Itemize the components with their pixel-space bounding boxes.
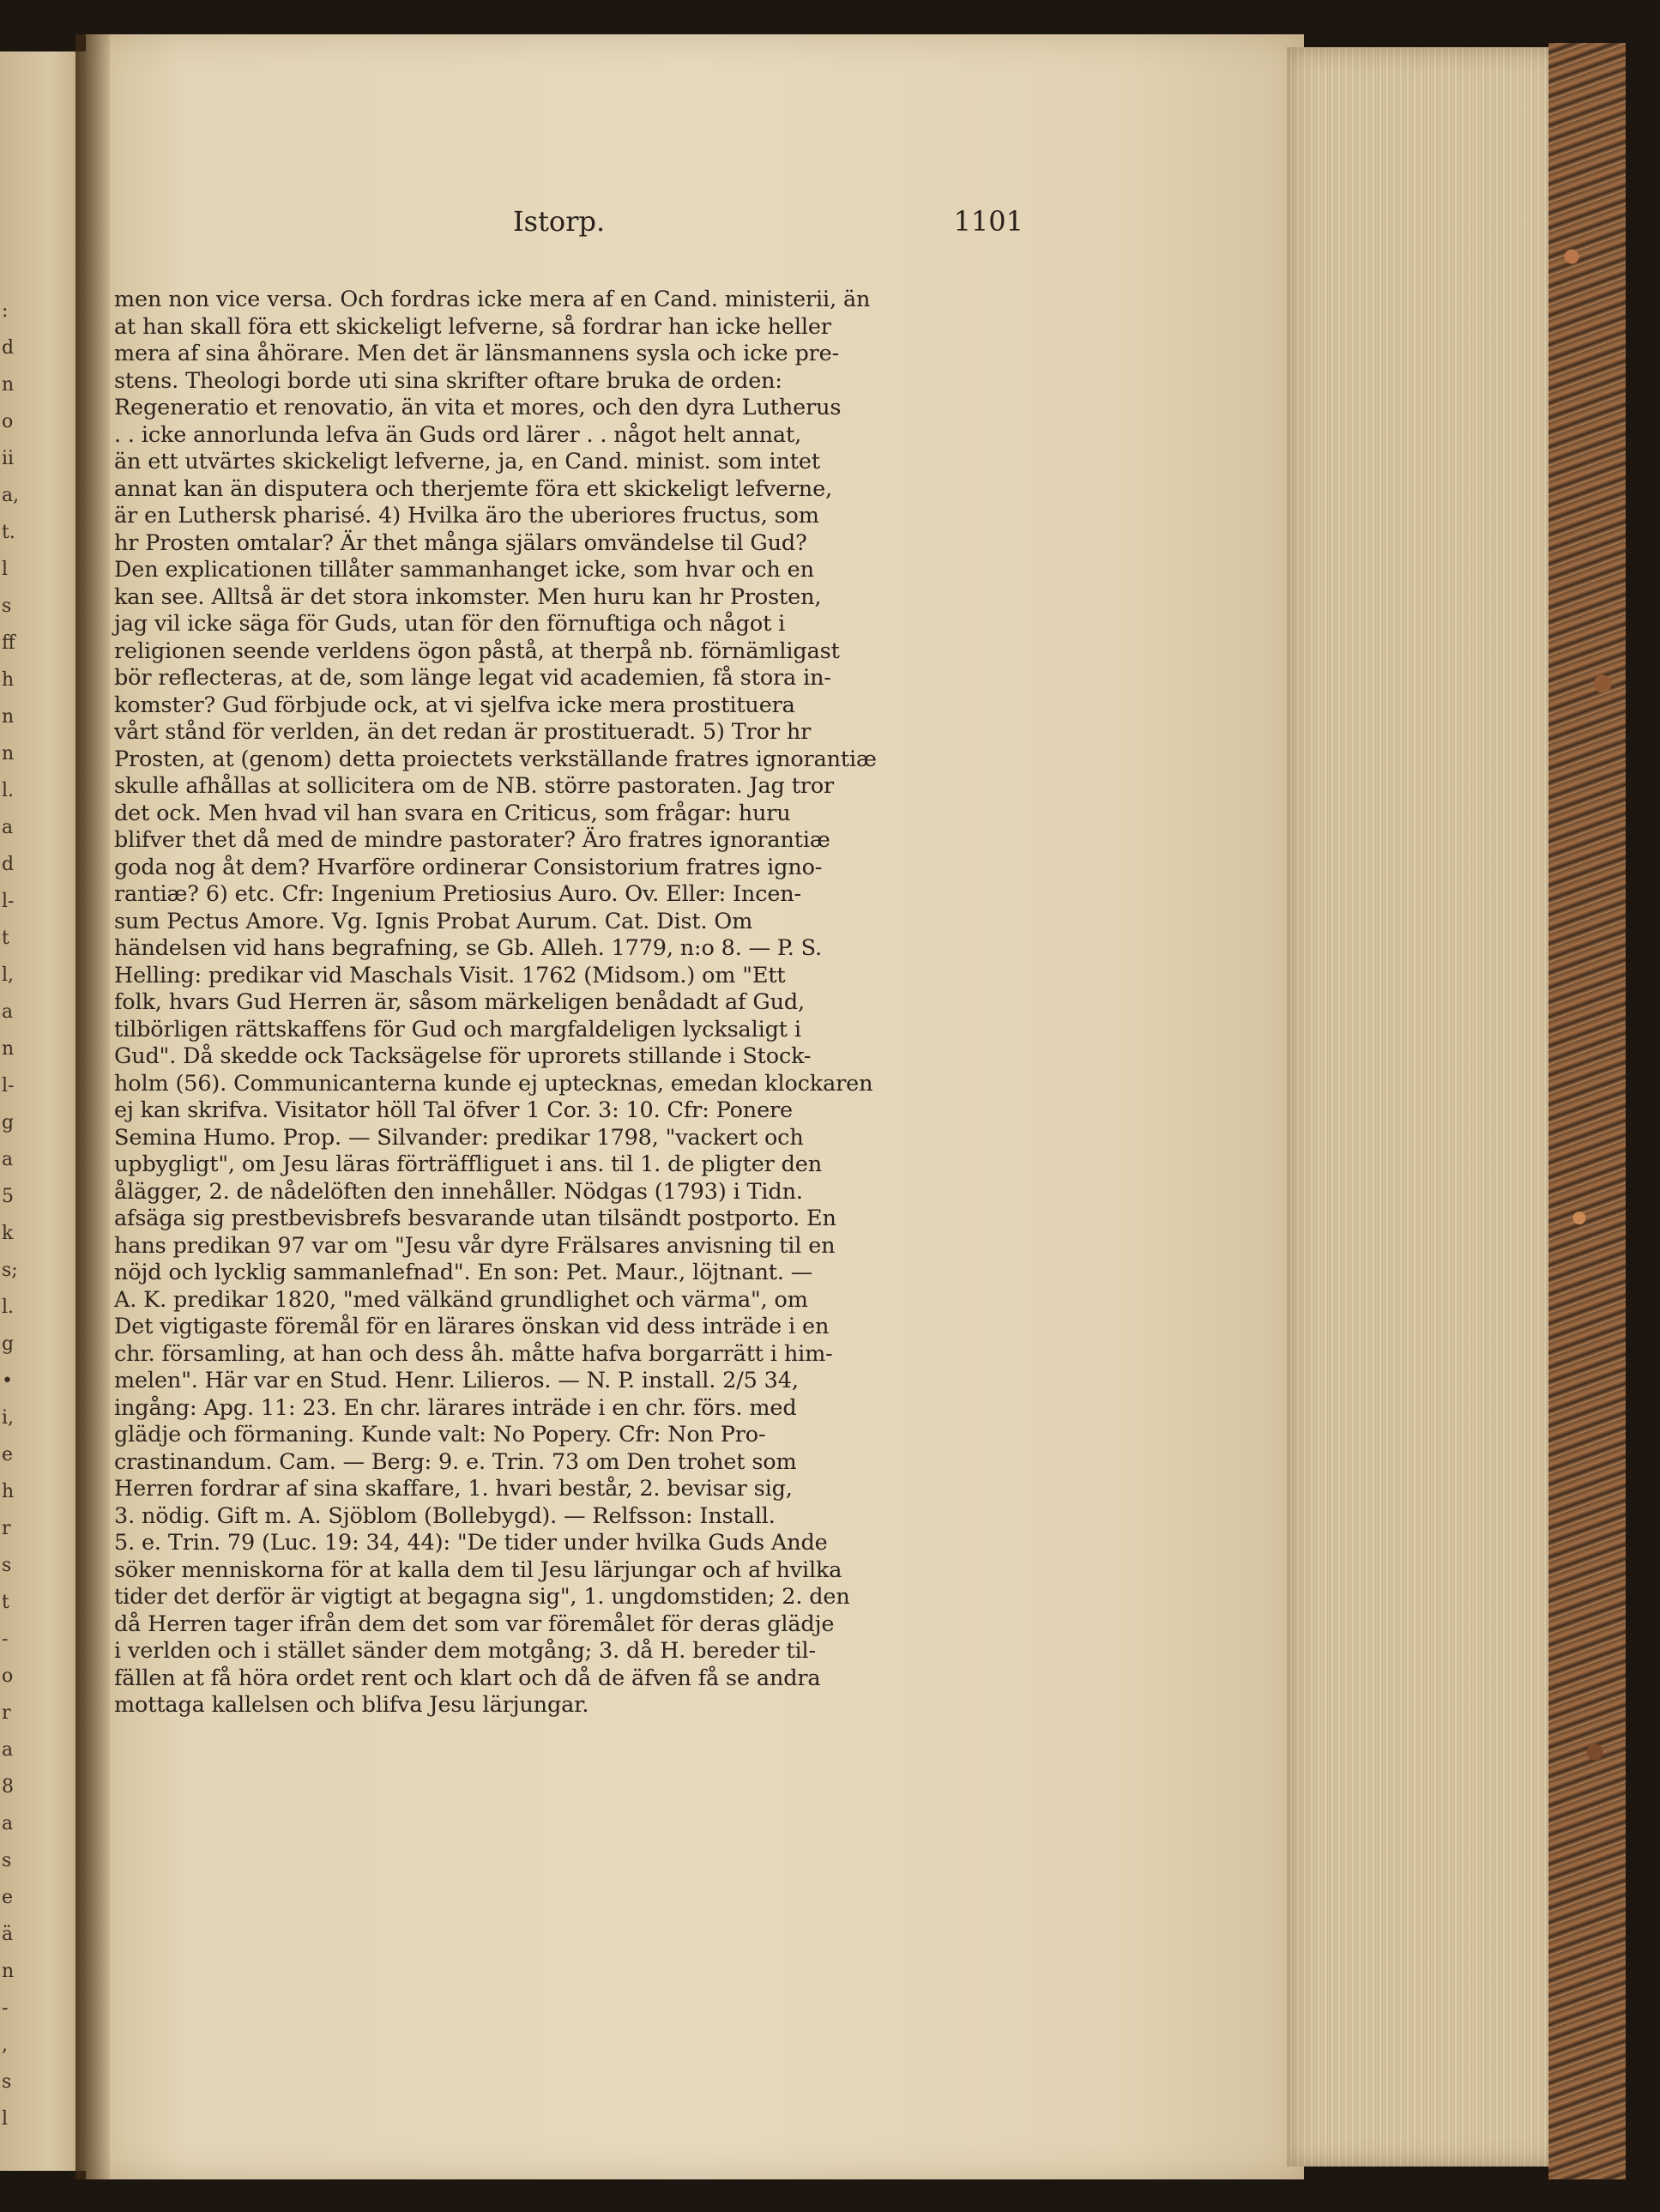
text-line: mottaga kallelsen och blifva Jesu lärjungar. [114,1692,589,1718]
text-line: vårt stånd för verlden, än det redan är prostitueradt. 5) Tror hr [114,719,812,745]
text-line: ej kan skrifva. Visitator höll Tal öfver 1 Cor. 3: 10. Cfr: Ponere [114,1097,793,1123]
text-line: . . icke annorlunda lefva än Guds ord lärer . . något helt annat, [114,421,802,448]
left-page-fragment: n [2,706,15,728]
left-page-fragment: d [2,337,15,359]
text-line: religionen seende verldens ögon påstå, at therpå nb. förnämligast [114,638,840,664]
left-page-fragment: o [2,411,14,432]
text-line: afsäga sig prestbevisbrefs besvarande utan tilsändt postporto. En [114,1206,836,1231]
text-line: chr. församling, at han och dess åh. måtte hafva borgarrätt i him- [114,1340,833,1367]
left-page-fragment: n [2,1038,15,1060]
text-line: melen". Här var en Stud. Henr. Lilieros. — N. P. install. 2/5 34, [114,1368,799,1393]
left-page-fragment: - [2,1629,9,1650]
text-line: sum Pectus Amore. Vg. Ignis Probat Aurum. Cat. Dist. Om [114,908,753,934]
left-page-fragment: t [2,1592,9,1613]
text-line: at han skall föra ett skickeligt lefverne, så fordrar han icke heller [114,313,831,340]
left-page-fragment: e [2,1444,14,1466]
text-line: söker menniskorna för at kalla dem til Jesu lärjungar och af hvilka [114,1556,842,1583]
left-page-fragment: a [2,1739,14,1761]
text-line: jag vil icke säga för Guds, utan för den förnuftiga och något i [114,611,786,637]
text-line: annat kan än disputera och therjemte föra ett skickeligt lefverne, [114,475,832,502]
text-line: då Herren tager ifrån dem det som var föremålet för deras glädje [114,1611,835,1637]
text-line: komster? Gud förbjude ock, at vi sjelfva icke mera prostituera [114,692,795,718]
text-line: 5. e. Trin. 79 (Luc. 19: 34, 44): "De tider under hvilka Guds Ande [114,1530,828,1556]
page-header [114,205,1023,248]
text-line: Helling: predikar vid Maschals Visit. 1762 (Midsom.) om "Ett [114,962,786,988]
left-page-fragment: e [2,1887,14,1908]
left-page-fragment: g [2,1112,15,1133]
text-line: A. K. predikar 1820, "med välkänd grundlighet och värma", om [114,1286,808,1313]
left-page-fragment: l- [2,1075,15,1097]
text-line: ålägger, 2. de nådelöften den innehåller. Nödgas (1793) i Tidn. [114,1178,803,1205]
left-page-fragment: n [2,374,15,396]
text-line: i verlden och i stället sänder dem motgång; 3. då H. bereder til- [114,1638,816,1664]
left-page-fragment: a [2,817,14,838]
text-line: nöjd och lycklig sammanlefnad". En son: Pet. Maur., löjtnant. — [114,1260,813,1285]
page-gutter [75,34,110,2179]
left-page-fragment: a [2,1813,14,1834]
text-line: crastinandum. Cam. — Berg: 9. e. Trin. 73 om Den trohet som [114,1448,797,1475]
page-edges [1287,47,1561,2167]
left-page-fragment: n [2,743,15,765]
text-line: hr Prosten omtalar? Är thet många själars omvändelse til Gud? [114,529,807,556]
text-line: är en Luthersk pharisé. 4) Hvilka äro the uberiores fructus, som [114,503,819,529]
left-page-fragment: l, [2,964,15,986]
left-page-fragment: o [2,1665,14,1687]
text-line: glädje och förmaning. Kunde valt: No Popery. Cfr: Non Pro- [114,1422,766,1447]
text-line: upbygligt", om Jesu läras förträffliguet i ans. til 1. de pligter den [114,1151,823,1177]
text-line: holm (56). Communicanterna kunde ej uptecknas, emedan klockaren [114,1070,873,1097]
text-line: än ett utvärtes skickeligt lefverne, ja, en Cand. minist. som intet [114,449,820,474]
left-page-fragment: l. [2,780,15,801]
left-page-fragment: s [2,1850,12,1871]
left-page-fragment: r [2,1518,11,1539]
text-line: händelsen vid hans begrafning, se Gb. Alleh. 1779, n:o 8. — P. S. [114,935,823,961]
text-line: Regeneratio et renovatio, än vita et mores, och den dyra Lutherus [114,395,842,420]
text-line: tider det derför är vigtigt at begagna sig", 1. ungdomstiden; 2. den [114,1584,850,1610]
text-line: hans predikan 97 var om "Jesu vår dyre Frälsares anvisning til en [114,1232,836,1259]
text-line: rantiæ? 6) etc. Cfr: Ingenium Pretiosius Auro. Ov. Eller: Incen- [114,881,802,907]
left-page-fragment: ä [2,1924,14,1945]
text-line: Den explicationen tillåter sammanhanget icke, som hvar och en [114,557,814,583]
text-line: stens. Theologi borde uti sina skrifter oftare bruka de orden: [114,367,782,394]
text-line: det ock. Men hvad vil han svara en Criticus, som frågar: huru [114,800,791,826]
marbled-cover [1548,43,1626,2179]
left-page-fragment: s [2,2071,12,2093]
text-line: kan see. Alltså är det stora inkomster. Men huru kan hr Prosten, [114,583,822,610]
left-page-fragment: : [2,300,9,322]
left-page-fragment: a [2,1001,14,1023]
text-line: Prosten, at (genom) detta proiectets verkställande fratres ignorantiæ [114,746,877,772]
left-page-fragment: i, [2,1407,15,1429]
text-line: tilbörligen rättskaffens för Gud och margfaldeligen lycksaligt i [114,1016,801,1043]
text-line: blifver thet då med de mindre pastorater? Äro fratres ignorantiæ [114,827,830,853]
left-page-fragment: l. [2,1296,15,1318]
left-page-fragment: h [2,1481,15,1502]
left-page-fragment: s [2,1555,12,1576]
left-page-fragment: a [2,1149,14,1170]
text-line: fällen at få höra ordet rent och klart och då de äfven få se andra [114,1665,821,1691]
text-line: ingång: Apg. 11: 23. En chr. lärares inträde i en chr. förs. med [114,1394,797,1421]
left-page-fragment: • [2,1370,13,1392]
left-page-fragment: l [2,559,9,580]
running-head: Istorp. [513,205,606,238]
left-page-edge [0,51,86,2171]
left-page-fragment: n [2,1961,15,1982]
left-page-fragment: t [2,928,9,949]
text-line: folk, hvars Gud Herren är, såsom märkeligen benådadt af Gud, [114,989,805,1015]
body-text [114,287,1023,1719]
left-page-fragment: ii [2,448,15,469]
left-page-fragment: g [2,1333,15,1355]
page-number: 1101 [953,205,1023,238]
text-line: skulle afhållas at sollicitera om de NB. större pastoraten. Jag tror [114,773,835,799]
left-page-fragment: d [2,854,15,875]
text-line: Semina Humo. Prop. — Silvander: predikar 1798, "vackert och [114,1124,804,1151]
left-page-fragment: 5 [2,1186,14,1207]
left-page-fragment: , [2,2034,8,2056]
text-line: Det vigtigaste föremål för en lärares önskan vid dess inträde i en [114,1314,830,1339]
text-line: bör reflecteras, at de, som länge legat vid academien, få stora in- [114,665,831,691]
text-line: Gud". Då skedde ock Tacksägelse för uprorets stillande i Stock- [114,1043,812,1069]
left-page-fragment: h [2,669,15,691]
left-page-fragment: a, [2,485,20,506]
left-page-fragment: t. [2,522,15,543]
left-page-fragment: 8 [2,1776,14,1798]
text-line: 3. nödig. Gift m. A. Sjöblom (Bollebygd). — Relfsson: Install. [114,1502,776,1529]
left-page-fragment: r [2,1702,11,1724]
left-page-fragment: s [2,595,12,617]
text-line: goda nog åt dem? Hvarföre ordinerar Consistorium fratres igno- [114,854,823,880]
text-line: mera af sina åhörare. Men det är länsmannens sysla och icke pre- [114,341,840,366]
text-line: Herren fordrar af sina skaffare, 1. hvari består, 2. bevisar sig, [114,1476,793,1502]
left-page-fragment: l [2,2108,9,2130]
text-line: men non vice versa. Och fordras icke mera af en Cand. ministerii, än [114,287,871,312]
left-page-fragment: s; [2,1260,18,1281]
left-page-fragment: - [2,1997,9,2019]
left-page-fragment: l- [2,891,15,912]
left-page-fragment: ff [2,632,15,654]
left-page-fragment: k [2,1223,14,1244]
